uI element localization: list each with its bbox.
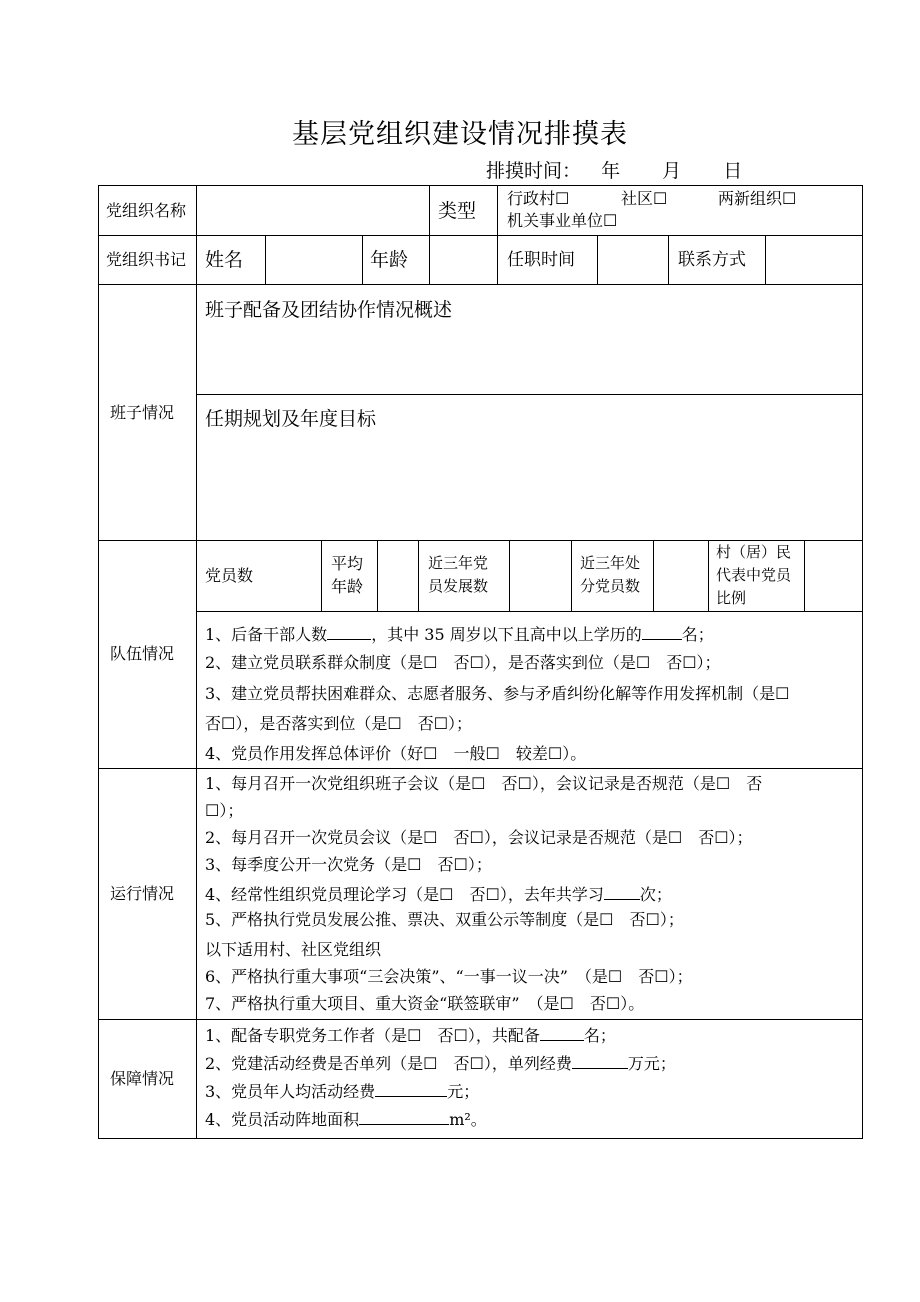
ops-section-label: 运行情况	[110, 884, 175, 903]
ops-item-3: 3、每季度公开一次党务（是☐ 否☐）；	[205, 855, 492, 874]
ranks-item-1-a: 1、后备干部人数	[205, 625, 328, 644]
ranks-item-4: 4、党员作用发挥总体评价（好☐ 一般☐ 较差☐）。	[205, 744, 587, 763]
ranks-item-2: 2、建立党员联系群众制度（是☐ 否☐），是否落实到位（是☐ 否☐）；	[205, 653, 721, 672]
guarantee-item-1-a: 1、配备专职党务工作者（是☐ 否☐），共配备	[205, 1026, 540, 1045]
team-plan-heading: 任期规划及年度目标	[205, 408, 377, 430]
date-month: 月	[662, 160, 682, 182]
ratio-label-3: 比例	[716, 589, 747, 607]
ops-item-7: 7、严格执行重大项目、重大资金“联签联审” （是☐ 否☐）。	[205, 994, 645, 1013]
development-label-2: 员发展数	[428, 577, 489, 595]
col-line	[497, 235, 498, 285]
guarantee-item-1	[205, 1026, 616, 1044]
col-line	[265, 235, 266, 285]
punished-label-1: 近三年处	[580, 554, 641, 572]
row-line	[98, 284, 863, 285]
table-border-bottom	[98, 1138, 863, 1139]
row-line	[98, 540, 863, 541]
party-workers-blank[interactable]	[540, 1026, 584, 1041]
ranks-item-1-c: 名；	[681, 625, 714, 644]
col-line	[418, 540, 419, 612]
table-border-top	[98, 185, 863, 186]
guarantee-section-label: 保障情况	[110, 1069, 175, 1088]
row-line	[196, 611, 863, 612]
survey-date	[486, 156, 742, 183]
ops-item-1b: ☐）；	[205, 801, 244, 820]
avg-age-label-2: 年龄	[331, 577, 364, 596]
col-line	[804, 540, 805, 612]
guarantee-item-4-a: 4、党员活动阵地面积	[205, 1110, 360, 1129]
guarantee-item-3-b: 元；	[447, 1082, 480, 1101]
punished-label-2: 分党员数	[580, 577, 641, 595]
guarantee-item-2	[205, 1054, 676, 1072]
col-line	[765, 235, 766, 285]
col-line	[497, 185, 498, 236]
date-year: 年	[601, 160, 621, 182]
col-line	[509, 540, 510, 612]
ops-item-4-b: 次；	[639, 885, 672, 904]
date-day: 日	[723, 160, 743, 182]
col-line	[362, 235, 363, 285]
option-village[interactable]: 行政村☐	[507, 189, 570, 208]
guarantee-item-1-b: 名；	[583, 1026, 616, 1045]
avg-age-label-1: 平均	[331, 554, 364, 573]
ranks-item-1-b: ，其中 35 周岁以下且高中以上学历的	[371, 625, 642, 644]
ranks-item-3b: 否☐），是否落实到位（是☐ 否☐）；	[205, 714, 473, 733]
row-line	[98, 1019, 863, 1020]
col-line	[429, 235, 430, 285]
ops-note: 以下适用村、社区党组织	[205, 940, 382, 959]
team-summary-heading: 班子配备及团结协作情况概述	[205, 299, 453, 321]
young-educated-blank[interactable]	[642, 625, 682, 640]
col-line	[429, 185, 430, 236]
row-line	[98, 768, 863, 769]
ratio-label-2: 代表中党员	[716, 566, 792, 584]
option-community[interactable]: 社区☐	[621, 189, 668, 208]
col-line	[377, 540, 378, 612]
ratio-label-1: 村（居）民	[716, 543, 792, 561]
ranks-section-label: 队伍情况	[110, 644, 175, 663]
guarantee-item-4	[205, 1110, 487, 1128]
study-count-blank[interactable]	[604, 885, 640, 900]
col-line	[668, 235, 669, 285]
option-two-new-orgs[interactable]: 两新组织☐	[718, 189, 797, 208]
table-border-left	[98, 185, 99, 1139]
ranks-item-3a: 3、建立党员帮扶困难群众、志愿者服务、参与矛盾纠纷化解等作用发挥机制（是☐	[205, 684, 790, 703]
ops-item-4-a: 4、经常性组织党员理论学习（是☐ 否☐），去年共学习	[205, 885, 604, 904]
row-line	[98, 235, 863, 236]
col-line	[321, 540, 322, 612]
date-label: 排摸时间：	[486, 160, 582, 182]
ranks-item-1	[205, 625, 714, 643]
development-label-1: 近三年党	[428, 554, 489, 572]
table-border-right	[862, 185, 863, 1139]
col-line	[597, 235, 598, 285]
ops-item-4	[205, 885, 672, 903]
secretary-label: 党组织书记	[106, 250, 187, 269]
guarantee-item-2-b: 万元；	[627, 1054, 676, 1073]
funding-amount-blank[interactable]	[572, 1054, 628, 1069]
type-label: 类型	[438, 200, 477, 222]
col-line	[708, 540, 709, 612]
members-count-label: 党员数	[205, 566, 254, 585]
ops-item-6: 6、严格执行重大事项“三会决策”、“一事一议一决” （是☐ 否☐）；	[205, 967, 693, 986]
contact-label: 联系方式	[678, 250, 746, 270]
org-name-label: 党组织名称	[106, 201, 187, 220]
age-label: 年龄	[370, 249, 409, 271]
option-government-unit[interactable]: 机关事业单位☐	[507, 211, 618, 230]
guarantee-item-3	[205, 1082, 479, 1100]
col-line	[571, 540, 572, 612]
guarantee-item-4-b: m²。	[449, 1110, 487, 1129]
col-line	[653, 540, 654, 612]
venue-area-blank[interactable]	[359, 1110, 449, 1125]
per-capita-funding-blank[interactable]	[375, 1082, 447, 1097]
tenure-label: 任职时间	[507, 250, 575, 270]
reserve-cadres-blank[interactable]	[327, 625, 371, 640]
row-line	[196, 394, 863, 395]
guarantee-item-2-a: 2、党建活动经费是否单列（是☐ 否☐），单列经费	[205, 1054, 572, 1073]
form-title: 基层党组织建设情况排摸表	[292, 119, 628, 150]
guarantee-item-3-a: 3、党员年人均活动经费	[205, 1082, 376, 1101]
ops-item-5: 5、严格执行党员发展公推、票决、双重公示等制度（是☐ 否☐）；	[205, 910, 684, 929]
ops-item-2: 2、每月召开一次党员会议（是☐ 否☐），会议记录是否规范（是☐ 否☐）；	[205, 828, 753, 847]
team-section-label: 班子情况	[110, 403, 175, 422]
col-line	[196, 185, 197, 1139]
name-label: 姓名	[205, 249, 244, 271]
ops-item-1a: 1、每月召开一次党组织班子会议（是☐ 否☐），会议记录是否规范（是☐ 否	[205, 774, 763, 793]
